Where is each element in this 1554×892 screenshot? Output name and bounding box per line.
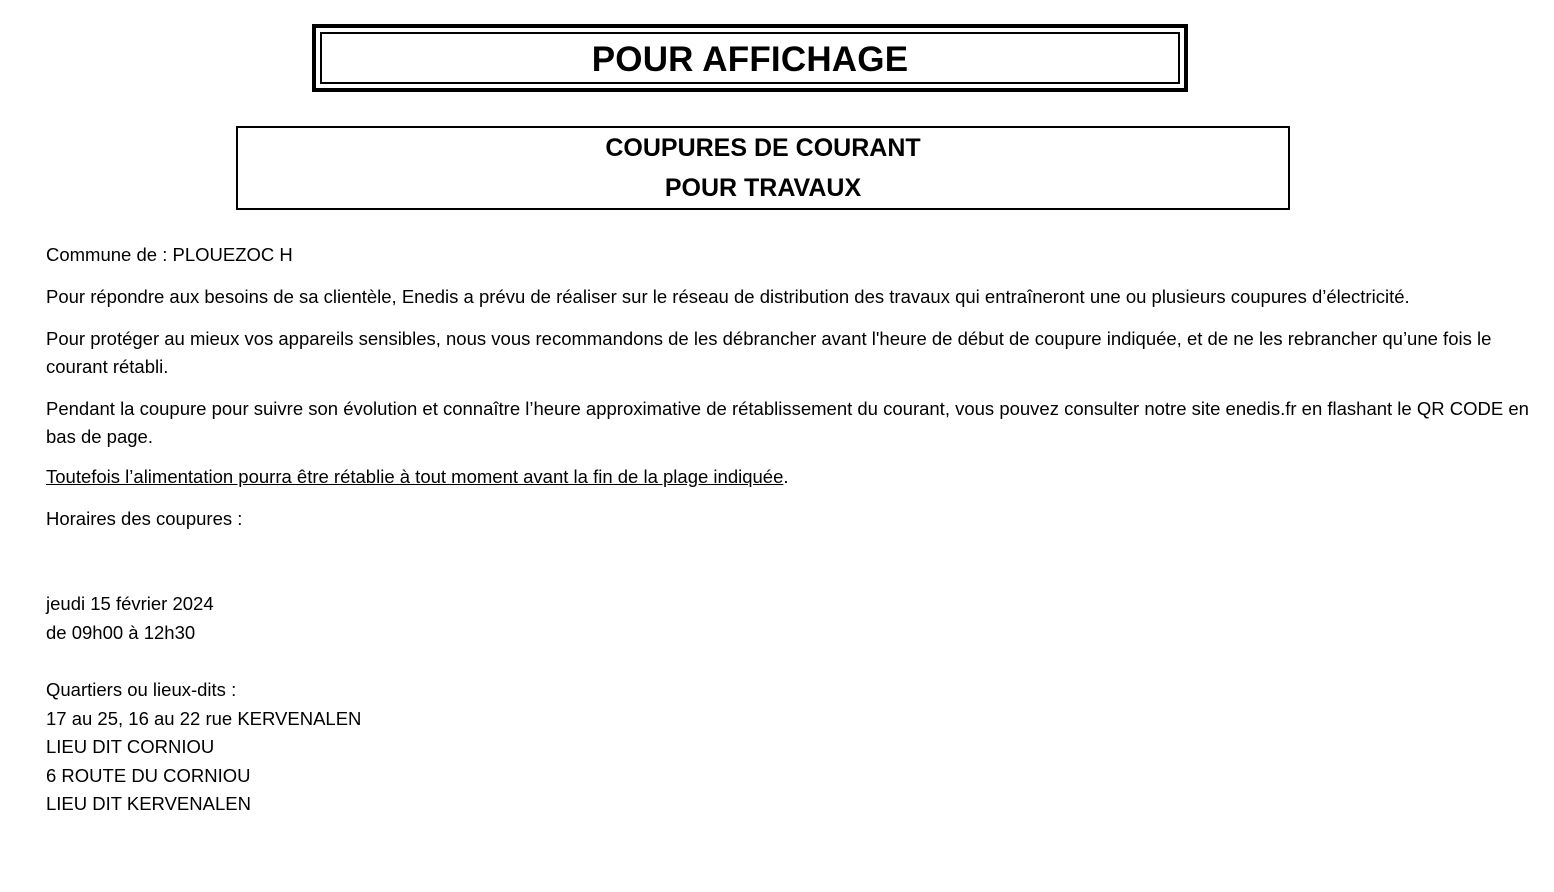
location-item: 6 ROUTE DU CORNIOU (46, 764, 251, 786)
header-box (312, 24, 1188, 92)
paragraph-tracking: Pendant la coupure pour suivre son évolution et connaître l’heure approximative de rétablissement du courant, vous pouvez consulter notre site enedis.fr en flashant le QR CODE en bas de page. (46, 398, 1529, 447)
paragraph-notice (46, 463, 1536, 491)
subject-line-2: POUR TRAVAUX (664, 174, 862, 202)
location-item: LIEU DIT CORNIOU (46, 736, 215, 757)
locations-heading: Quartiers ou lieux-dits : (46, 679, 237, 700)
subject-line-1: COUPURES DE COURANT (605, 134, 921, 162)
schedule-date: jeudi 15 février 2024 (46, 593, 214, 614)
notice-period: . (783, 466, 789, 487)
schedule-heading: Horaires des coupures : (46, 508, 243, 529)
schedule-time: de 09h00 à 12h30 (46, 621, 196, 643)
schedule-block (46, 590, 1536, 647)
subject-box (236, 126, 1290, 210)
location-item: LIEU DIT KERVENALEN (46, 793, 251, 814)
location-item: 17 au 25, 16 au 22 rue KERVENALEN (46, 707, 362, 729)
notice-underlined-text: Toutefois l’alimentation pourra être rétablie à tout moment avant la fin de la plage indiquée (46, 466, 784, 487)
paragraph-intro: Pour répondre aux besoins de sa clientèle, Enedis a prévu de réaliser sur le réseau de distribution des travaux qui entraîneront une ou plusieurs coupures d’électricité. (46, 286, 1410, 307)
locations-block (46, 676, 1536, 819)
paragraph-recommendation: Pour protéger au mieux vos appareils sensibles, nous vous recommandons de les débrancher avant l'heure de début de coupure indiquée, et de ne les rebrancher qu’une fois le courant rétabli. (46, 328, 1492, 377)
commune-line: Commune de : PLOUEZOC H (46, 244, 293, 265)
page-title: POUR AFFICHAGE (591, 39, 909, 79)
header-box-inner-frame (320, 32, 1180, 84)
